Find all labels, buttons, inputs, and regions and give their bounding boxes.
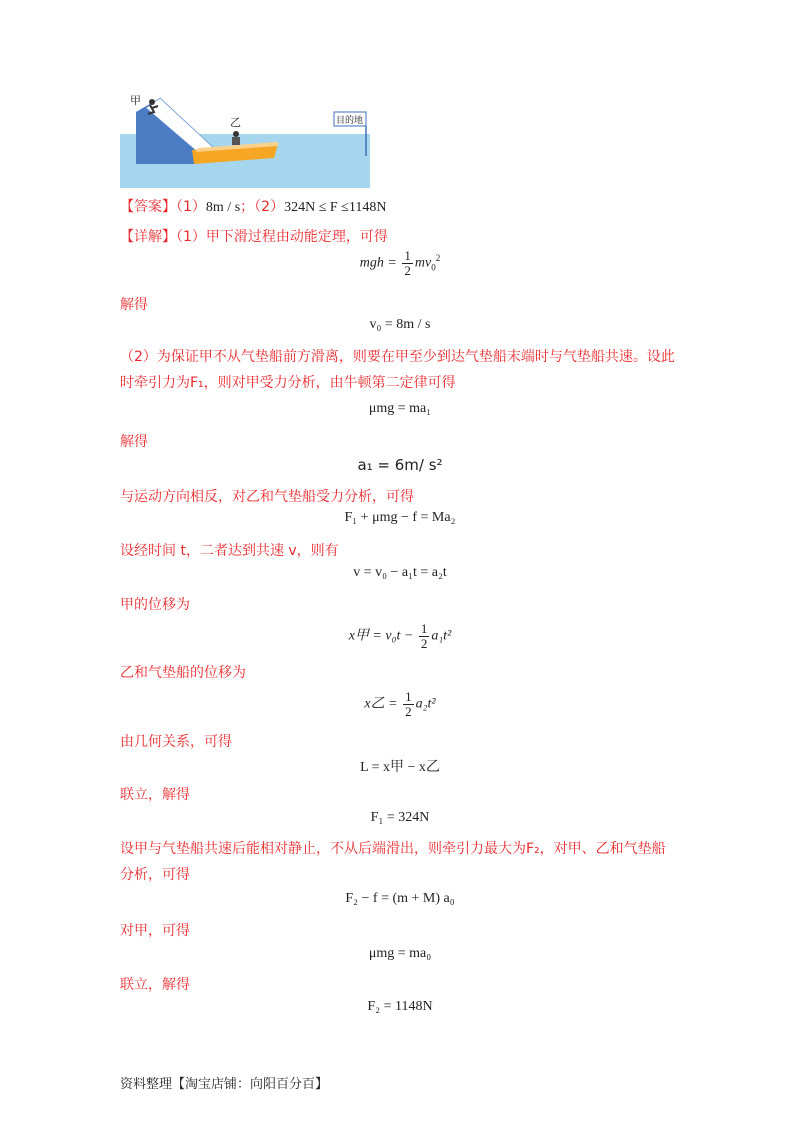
formula-x-jia-left: x甲 = v₀t − [348, 628, 414, 644]
text-lianli-2: 联立，解得 [120, 977, 190, 993]
frac-num: 1 [405, 689, 412, 704]
fraction-half [402, 249, 413, 278]
frac-den: 2 [405, 704, 412, 719]
text-jia-disp: 甲的位移为 [120, 597, 190, 613]
detail-bracket: 【详解】 [120, 229, 176, 245]
formula-energy-left: mgh = [359, 255, 397, 271]
formula-a1: a₁ = 6m/ s² [357, 456, 443, 474]
fraction-half-3 [403, 690, 414, 719]
fraction-half-2 [419, 622, 430, 651]
formula-energy-right: mv [414, 255, 432, 271]
label-yi: 乙 [230, 116, 241, 129]
text-geometry: 由几何关系，可得 [120, 734, 232, 750]
frac-num: 1 [404, 248, 411, 263]
text-opposite: 与运动方向相反，对乙和气垫船受力分析，可得 [120, 489, 414, 505]
paragraph-2 [120, 344, 700, 396]
person-yi-icon [232, 131, 240, 145]
footer-source: 资料整理【淘宝店铺：向阳百分百】 [120, 1077, 329, 1092]
formula-x-jia [0, 622, 800, 651]
formula-v0: v₀ = 8m / s [369, 317, 431, 332]
formula-x-jia-right: a₁t² [431, 628, 452, 644]
sign-text: 目的地 [336, 116, 364, 126]
paragraph-2-line-1: （2）为保证甲不从气垫船前方滑离，则要在甲至少到达气垫船末端时与气垫船共速。设此 [120, 349, 675, 365]
formula-mumg-ma0: μmg = ma₀ [368, 946, 432, 961]
problem-figure [120, 92, 370, 188]
text-lianli-1: 联立，解得 [120, 787, 190, 803]
text-yi-disp: 乙和气垫船的位移为 [120, 665, 246, 681]
formula-x-yi-right: a₂t² [415, 696, 436, 712]
formula-mumg-ma1: μmg = ma₁ [368, 401, 432, 416]
detail-intro: （1）甲下滑过程由动能定理，可得 [176, 229, 388, 245]
frac-num: 1 [420, 621, 428, 636]
formula-common-velocity: v = v₀ − a₁t = a₂t [353, 565, 447, 580]
paragraph-3 [120, 836, 700, 888]
formula-F2-balance: F₂ − f = (m + M) a₀ [345, 891, 455, 906]
answer-bracket: 【答案】 [120, 199, 176, 215]
formula-x-yi [0, 690, 800, 719]
formula-x-yi-left: x乙 = [364, 696, 398, 712]
detail-line [120, 226, 388, 246]
frac-den: 2 [420, 636, 428, 651]
paragraph-3-line-2: 分析，可得 [120, 867, 190, 883]
answer-line [120, 196, 386, 216]
text-time-common: 设经时间 t，二者达到共速 v，则有 [120, 543, 339, 559]
answer-v: 8m / s [205, 200, 241, 215]
answer-part1-label: （1） [176, 199, 206, 215]
paragraph-3-line-1: 设甲与气垫船共速后能相对静止，不从后端滑出，则牵引力最大为F₂，对甲、乙和气垫船 [120, 841, 666, 857]
frac-den: 2 [404, 263, 411, 278]
label-jia: 甲 [130, 94, 141, 107]
formula-force-balance: F₁ + μmg − f = Ma₂ [344, 510, 456, 525]
answer-sep: ；（2） [240, 199, 285, 215]
formula-F2: F₂ = 1148N [367, 999, 433, 1014]
formula-F1: F₁ = 324N [370, 810, 430, 825]
answer-range: 324N ≤ F ≤1148N [284, 200, 387, 215]
text-jiede-1: 解得 [120, 297, 148, 313]
paragraph-2-line-2: 时牵引力为F₁，则对甲受力分析，由牛顿第二定律可得 [120, 375, 456, 391]
text-jiede-2: 解得 [120, 434, 148, 450]
formula-energy: mgh = $\frac{1}{2}$ $mv_0^2$ [359, 248, 441, 278]
text-dui-jia: 对甲，可得 [120, 923, 190, 939]
formula-L: L = x甲 − x乙 [360, 760, 440, 775]
